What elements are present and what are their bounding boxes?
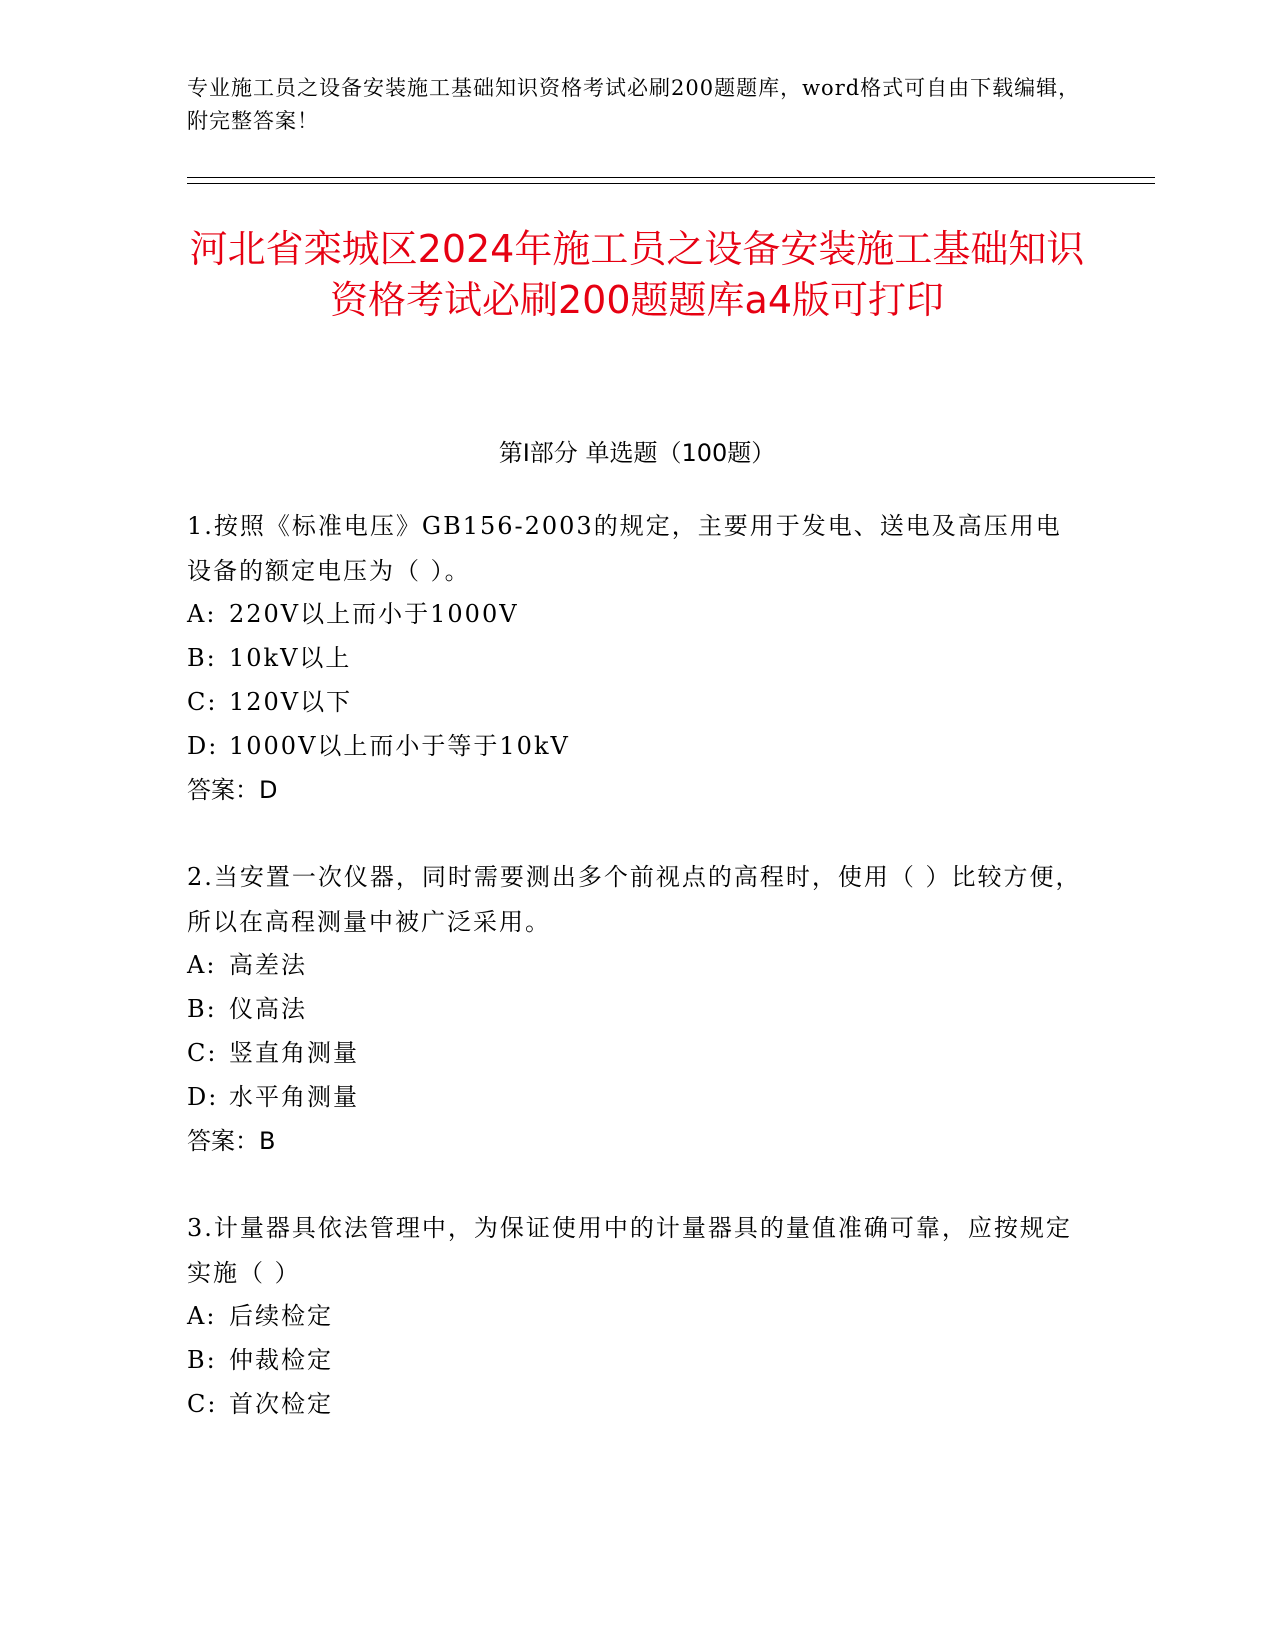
option-letter: B: [187, 995, 217, 1023]
question-1-answer: 答案：D [187, 776, 278, 804]
question-3-option-c [187, 1382, 1087, 1427]
option-letter: C: [187, 1039, 218, 1067]
option-text: 1000V以上而小于等于10kV [229, 732, 570, 760]
option-letter: D: [187, 1083, 219, 1111]
question-2-option-b [187, 987, 1087, 1032]
question-1-text: 1.按照《标准电压》GB156-2003的规定，主要用于发电、送电及高压用电设备的额定电压为（ ）。 [187, 512, 1062, 585]
question-3-option-a [187, 1294, 1087, 1339]
option-text: 水平角测量 [229, 1083, 359, 1111]
document-title: 河北省栾城区2024年施工员之设备安装施工基础知识资格考试必刷200题题库a4版可打印 [189, 227, 1085, 322]
section-heading: 第I部分 单选题（100题） [498, 439, 776, 467]
option-letter: A: [187, 1302, 217, 1330]
question-1-option-d [187, 724, 1087, 769]
question-1-option-a [187, 592, 1087, 637]
option-text: 120V以下 [229, 688, 353, 716]
question-2-answer: 答案：B [187, 1127, 276, 1155]
option-letter: D: [187, 732, 219, 760]
option-text: 竖直角测量 [229, 1039, 359, 1067]
question-3-option-b [187, 1338, 1087, 1383]
option-text: 后续检定 [229, 1302, 333, 1330]
question-2-option-c [187, 1031, 1087, 1076]
header-divider-bottom [187, 183, 1155, 184]
header-note: 专业施工员之设备安装施工基础知识资格考试必刷200题题库，word格式可自由下载编辑，附完整答案！ [187, 76, 1081, 133]
question-1-option-b [187, 636, 1087, 681]
question-3-text: 3.计量器具依法管理中，为保证使用中的计量器具的量值准确可靠，应按规定实施（ ） [187, 1214, 1072, 1287]
option-text: 10kV以上 [229, 644, 352, 672]
option-letter: B: [187, 644, 217, 672]
option-letter: C: [187, 1390, 218, 1418]
question-2-option-a [187, 943, 1087, 988]
option-text: 首次检定 [229, 1390, 333, 1418]
question-2-text: 2.当安置一次仪器，同时需要测出多个前视点的高程时，使用（ ）比较方便，所以在高程测量中被广泛采用。 [187, 863, 1082, 936]
option-text: 仲裁检定 [229, 1346, 333, 1374]
option-letter: C: [187, 688, 218, 716]
option-text: 220V以上而小于1000V [229, 600, 519, 628]
question-1-option-c [187, 680, 1087, 725]
option-text: 仪高法 [229, 995, 307, 1023]
option-letter: A: [187, 951, 217, 979]
option-text: 高差法 [229, 951, 307, 979]
option-letter: B: [187, 1346, 217, 1374]
header-divider-top [187, 177, 1155, 178]
question-2-option-d [187, 1075, 1087, 1120]
option-letter: A: [187, 600, 217, 628]
